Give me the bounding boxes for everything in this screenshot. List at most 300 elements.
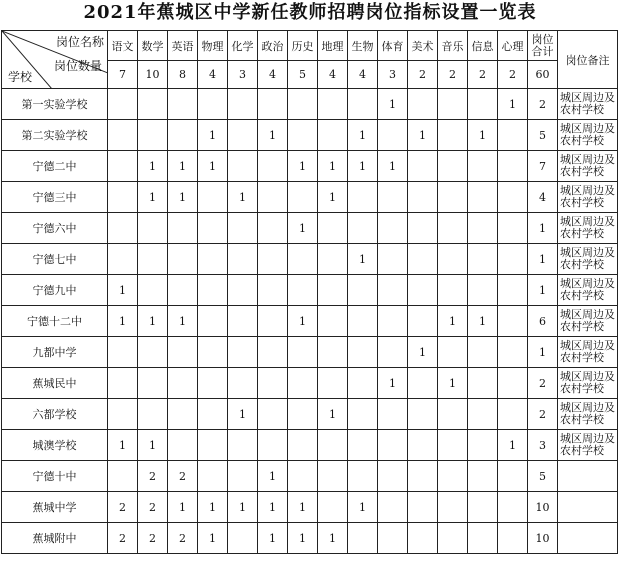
position-count-cell <box>468 523 498 554</box>
position-count-cell <box>198 337 228 368</box>
position-count-cell: 2 <box>138 492 168 523</box>
position-count-cell: 1 <box>168 182 198 213</box>
position-count-cell <box>318 492 348 523</box>
position-count-cell <box>348 399 378 430</box>
position-count-cell <box>468 461 498 492</box>
position-count-cell <box>408 89 438 120</box>
position-count-cell <box>138 89 168 120</box>
position-count-cell <box>168 89 198 120</box>
position-count-cell <box>468 151 498 182</box>
position-count-cell: 1 <box>318 523 348 554</box>
position-count-cell <box>318 213 348 244</box>
position-count-cell <box>288 120 318 151</box>
subject-count: 4 <box>198 61 228 89</box>
position-count-cell <box>108 213 138 244</box>
corner-label-school: 学校 <box>8 70 33 84</box>
position-count-cell: 1 <box>138 306 168 337</box>
position-count-cell <box>198 213 228 244</box>
position-count-cell <box>288 430 318 461</box>
position-count-cell <box>258 430 288 461</box>
subject-count: 8 <box>168 61 198 89</box>
position-count-cell <box>228 337 258 368</box>
school-name: 蕉城附中 <box>2 523 108 554</box>
position-count-cell <box>468 368 498 399</box>
row-remark: 城区周边及农村学校 <box>558 275 618 306</box>
position-count-cell <box>498 492 528 523</box>
row-total: 3 <box>528 430 558 461</box>
position-count-cell <box>348 368 378 399</box>
position-count-cell <box>198 182 228 213</box>
page-title: 2021年蕉城区中学新任教师招聘岗位指标设置一览表 <box>83 2 537 23</box>
subject-count: 3 <box>228 61 258 89</box>
position-count-cell <box>168 368 198 399</box>
position-count-cell: 1 <box>258 120 288 151</box>
position-count-cell <box>468 399 498 430</box>
position-count-cell: 1 <box>468 306 498 337</box>
position-count-cell <box>378 461 408 492</box>
subject-count: 4 <box>318 61 348 89</box>
school-name: 宁德十二中 <box>2 306 108 337</box>
position-count-cell: 1 <box>318 399 348 430</box>
position-count-cell <box>438 89 468 120</box>
school-name: 宁德七中 <box>2 244 108 275</box>
position-count-cell <box>228 151 258 182</box>
position-count-cell: 1 <box>468 120 498 151</box>
position-count-cell: 1 <box>168 151 198 182</box>
position-count-cell <box>168 430 198 461</box>
position-count-cell <box>318 120 348 151</box>
position-count-cell <box>348 89 378 120</box>
total-count: 60 <box>528 61 558 89</box>
position-count-cell <box>318 337 348 368</box>
subject-count: 7 <box>108 61 138 89</box>
position-count-cell: 1 <box>138 182 168 213</box>
position-count-cell <box>198 275 228 306</box>
table-row <box>2 182 618 213</box>
subject-header: 政治 <box>258 31 288 61</box>
position-count-cell <box>108 244 138 275</box>
position-count-cell <box>288 368 318 399</box>
position-count-cell: 1 <box>198 120 228 151</box>
position-count-cell <box>138 120 168 151</box>
header-corner-cell <box>2 31 108 89</box>
position-count-cell <box>258 306 288 337</box>
remark-header: 岗位备注 <box>558 31 618 89</box>
position-count-cell <box>288 89 318 120</box>
position-count-cell <box>438 213 468 244</box>
subject-count: 2 <box>498 61 528 89</box>
school-name: 宁德九中 <box>2 275 108 306</box>
row-total: 1 <box>528 337 558 368</box>
total-header: 岗位合计 <box>528 31 558 61</box>
position-count-cell <box>438 244 468 275</box>
position-count-cell: 1 <box>198 151 228 182</box>
position-count-cell <box>318 244 348 275</box>
row-total: 2 <box>528 89 558 120</box>
table-row <box>2 120 618 151</box>
row-remark <box>558 461 618 492</box>
table-row <box>2 368 618 399</box>
corner-label-position-count: 岗位数量 <box>53 59 102 73</box>
position-count-cell <box>408 461 438 492</box>
position-count-cell <box>318 461 348 492</box>
position-count-cell <box>498 275 528 306</box>
position-count-cell <box>438 461 468 492</box>
position-count-cell <box>108 461 138 492</box>
school-name: 第二实验学校 <box>2 120 108 151</box>
position-count-cell <box>198 461 228 492</box>
position-count-cell <box>438 151 468 182</box>
position-count-cell <box>378 492 408 523</box>
position-count-cell: 1 <box>108 306 138 337</box>
table-row <box>2 399 618 430</box>
table-row <box>2 151 618 182</box>
row-remark: 城区周边及农村学校 <box>558 368 618 399</box>
position-count-cell <box>438 430 468 461</box>
position-count-cell <box>498 244 528 275</box>
position-count-cell <box>318 368 348 399</box>
subject-header: 化学 <box>228 31 258 61</box>
position-count-cell <box>258 151 288 182</box>
school-name: 六都学校 <box>2 399 108 430</box>
position-count-cell <box>138 275 168 306</box>
table-row <box>2 492 618 523</box>
position-count-cell <box>408 151 438 182</box>
position-count-cell: 1 <box>138 151 168 182</box>
position-count-cell <box>468 275 498 306</box>
school-name: 宁德二中 <box>2 151 108 182</box>
position-count-cell <box>198 399 228 430</box>
subject-header: 物理 <box>198 31 228 61</box>
position-count-cell <box>258 275 288 306</box>
position-count-cell <box>348 337 378 368</box>
position-count-cell <box>318 89 348 120</box>
position-count-cell: 1 <box>318 182 348 213</box>
subject-count: 2 <box>408 61 438 89</box>
position-count-cell <box>108 182 138 213</box>
position-count-cell: 1 <box>498 430 528 461</box>
position-count-cell <box>498 523 528 554</box>
position-count-cell: 1 <box>198 523 228 554</box>
position-count-cell <box>348 213 378 244</box>
position-count-cell <box>168 275 198 306</box>
position-count-cell <box>228 430 258 461</box>
position-count-cell <box>348 523 378 554</box>
position-count-cell: 2 <box>108 492 138 523</box>
position-count-cell: 1 <box>168 492 198 523</box>
subject-count: 5 <box>288 61 318 89</box>
position-count-cell <box>438 492 468 523</box>
position-count-cell: 1 <box>348 492 378 523</box>
position-count-cell: 1 <box>408 120 438 151</box>
position-count-cell <box>498 182 528 213</box>
subject-header: 历史 <box>288 31 318 61</box>
position-count-cell <box>318 306 348 337</box>
position-count-cell: 2 <box>138 461 168 492</box>
position-count-cell <box>408 306 438 337</box>
subject-header: 地理 <box>318 31 348 61</box>
position-count-cell: 1 <box>378 151 408 182</box>
position-count-cell: 1 <box>378 89 408 120</box>
position-count-cell: 1 <box>318 151 348 182</box>
row-total: 10 <box>528 492 558 523</box>
subject-header: 心理 <box>498 31 528 61</box>
position-count-cell: 1 <box>198 492 228 523</box>
row-remark: 城区周边及农村学校 <box>558 337 618 368</box>
row-remark: 城区周边及农村学校 <box>558 120 618 151</box>
position-count-cell <box>168 337 198 368</box>
position-count-cell: 1 <box>438 368 468 399</box>
row-remark: 城区周边及农村学校 <box>558 89 618 120</box>
position-count-cell <box>168 244 198 275</box>
position-count-cell: 1 <box>498 89 528 120</box>
position-count-cell <box>438 275 468 306</box>
row-remark: 城区周边及农村学校 <box>558 151 618 182</box>
position-count-cell: 2 <box>168 461 198 492</box>
position-count-cell: 1 <box>408 337 438 368</box>
row-remark: 城区周边及农村学校 <box>558 213 618 244</box>
position-count-cell <box>288 244 318 275</box>
position-count-cell <box>108 151 138 182</box>
position-count-cell <box>438 337 468 368</box>
position-count-cell <box>198 89 228 120</box>
position-count-cell <box>138 213 168 244</box>
position-count-cell: 1 <box>348 244 378 275</box>
position-count-cell <box>408 368 438 399</box>
position-count-cell: 1 <box>438 306 468 337</box>
position-count-cell <box>498 461 528 492</box>
position-count-cell <box>468 492 498 523</box>
row-total: 6 <box>528 306 558 337</box>
position-count-cell: 1 <box>168 306 198 337</box>
subject-header: 体育 <box>378 31 408 61</box>
position-count-cell: 1 <box>348 151 378 182</box>
position-count-cell <box>378 306 408 337</box>
school-name: 宁德十中 <box>2 461 108 492</box>
table-row <box>2 213 618 244</box>
position-count-cell <box>168 399 198 430</box>
position-count-cell <box>288 337 318 368</box>
position-count-cell <box>228 523 258 554</box>
position-count-cell <box>498 399 528 430</box>
row-total: 2 <box>528 368 558 399</box>
row-total: 2 <box>528 399 558 430</box>
position-count-cell: 1 <box>258 461 288 492</box>
position-count-cell <box>378 244 408 275</box>
position-count-cell <box>168 120 198 151</box>
position-count-cell <box>378 430 408 461</box>
position-count-cell <box>228 120 258 151</box>
subject-header: 语文 <box>108 31 138 61</box>
position-count-cell <box>378 399 408 430</box>
position-count-cell <box>288 182 318 213</box>
position-count-cell <box>138 244 168 275</box>
school-name: 宁德六中 <box>2 213 108 244</box>
row-total: 7 <box>528 151 558 182</box>
position-count-cell: 1 <box>288 306 318 337</box>
position-count-cell <box>258 213 288 244</box>
position-count-cell <box>348 306 378 337</box>
row-remark: 城区周边及农村学校 <box>558 244 618 275</box>
position-count-cell <box>408 213 438 244</box>
position-count-cell <box>108 337 138 368</box>
position-count-cell <box>108 399 138 430</box>
position-count-cell <box>438 182 468 213</box>
table-row <box>2 244 618 275</box>
position-count-cell: 1 <box>288 213 318 244</box>
school-name: 第一实验学校 <box>2 89 108 120</box>
table-row <box>2 275 618 306</box>
row-remark: 城区周边及农村学校 <box>558 182 618 213</box>
position-count-cell: 1 <box>228 182 258 213</box>
position-count-cell: 2 <box>138 523 168 554</box>
position-count-cell <box>438 523 468 554</box>
table-row <box>2 306 618 337</box>
table-row <box>2 430 618 461</box>
position-count-cell: 1 <box>228 399 258 430</box>
position-count-cell: 1 <box>288 523 318 554</box>
row-remark: 城区周边及农村学校 <box>558 399 618 430</box>
subject-header: 信息 <box>468 31 498 61</box>
position-count-cell <box>138 399 168 430</box>
row-remark: 城区周边及农村学校 <box>558 430 618 461</box>
school-name: 蕉城民中 <box>2 368 108 399</box>
position-count-cell <box>258 244 288 275</box>
position-count-cell <box>108 368 138 399</box>
subject-count: 4 <box>348 61 378 89</box>
position-count-cell <box>498 368 528 399</box>
position-count-cell <box>168 213 198 244</box>
position-count-cell <box>468 244 498 275</box>
school-name: 蕉城中学 <box>2 492 108 523</box>
position-count-cell <box>108 89 138 120</box>
position-count-cell <box>498 337 528 368</box>
table-row <box>2 461 618 492</box>
position-count-cell <box>438 399 468 430</box>
position-count-cell <box>198 244 228 275</box>
position-count-cell <box>228 306 258 337</box>
position-count-cell <box>228 89 258 120</box>
position-count-cell: 1 <box>108 430 138 461</box>
table-row <box>2 523 618 554</box>
subject-header: 音乐 <box>438 31 468 61</box>
position-count-cell <box>348 275 378 306</box>
position-count-cell <box>408 523 438 554</box>
position-count-cell <box>408 430 438 461</box>
position-count-cell <box>198 368 228 399</box>
position-count-cell: 1 <box>258 523 288 554</box>
position-count-cell <box>468 213 498 244</box>
position-count-cell <box>378 275 408 306</box>
position-count-cell <box>198 306 228 337</box>
header-row-subjects <box>2 31 618 61</box>
subject-header: 英语 <box>168 31 198 61</box>
position-count-cell <box>378 120 408 151</box>
subject-header: 生物 <box>348 31 378 61</box>
position-count-cell <box>198 430 228 461</box>
position-count-cell <box>288 461 318 492</box>
school-name: 九都中学 <box>2 337 108 368</box>
position-count-cell: 1 <box>288 151 318 182</box>
position-count-cell <box>258 89 288 120</box>
position-count-cell <box>408 182 438 213</box>
position-count-cell <box>438 120 468 151</box>
subject-count: 2 <box>438 61 468 89</box>
subject-count: 2 <box>468 61 498 89</box>
position-count-cell <box>228 275 258 306</box>
corner-label-position-name: 岗位名称 <box>55 35 104 49</box>
position-count-cell <box>258 368 288 399</box>
position-count-cell <box>468 337 498 368</box>
position-count-cell <box>408 244 438 275</box>
subject-header: 数学 <box>138 31 168 61</box>
row-total: 1 <box>528 213 558 244</box>
position-count-cell <box>498 120 528 151</box>
position-count-cell: 1 <box>108 275 138 306</box>
position-count-cell <box>468 89 498 120</box>
position-count-cell: 1 <box>378 368 408 399</box>
position-count-cell <box>378 523 408 554</box>
position-count-cell <box>468 430 498 461</box>
position-count-cell <box>468 182 498 213</box>
position-count-cell <box>228 461 258 492</box>
position-count-cell <box>258 182 288 213</box>
position-count-cell <box>408 275 438 306</box>
position-count-cell: 1 <box>138 430 168 461</box>
position-count-cell <box>498 213 528 244</box>
position-count-cell <box>348 461 378 492</box>
subject-count: 4 <box>258 61 288 89</box>
position-count-cell <box>378 213 408 244</box>
row-remark <box>558 492 618 523</box>
row-total: 4 <box>528 182 558 213</box>
position-count-cell <box>498 306 528 337</box>
position-count-cell <box>138 337 168 368</box>
subject-count: 10 <box>138 61 168 89</box>
position-count-cell <box>228 213 258 244</box>
row-total: 1 <box>528 244 558 275</box>
row-total: 5 <box>528 461 558 492</box>
table-row <box>2 89 618 120</box>
row-total: 10 <box>528 523 558 554</box>
position-count-cell: 1 <box>228 492 258 523</box>
row-total: 1 <box>528 275 558 306</box>
position-count-cell <box>288 399 318 430</box>
school-name: 宁德三中 <box>2 182 108 213</box>
position-count-cell <box>138 368 168 399</box>
position-count-cell <box>348 182 378 213</box>
position-count-cell <box>378 182 408 213</box>
position-count-cell: 1 <box>288 492 318 523</box>
school-name: 城澳学校 <box>2 430 108 461</box>
position-count-cell <box>228 244 258 275</box>
positions-table <box>1 30 618 554</box>
position-count-cell <box>258 399 288 430</box>
position-count-cell: 1 <box>258 492 288 523</box>
position-count-cell <box>318 430 348 461</box>
table-row <box>2 337 618 368</box>
row-total: 5 <box>528 120 558 151</box>
position-count-cell <box>258 337 288 368</box>
row-remark <box>558 523 618 554</box>
position-count-cell <box>408 492 438 523</box>
subject-header: 美术 <box>408 31 438 61</box>
position-count-cell <box>348 430 378 461</box>
position-count-cell <box>318 275 348 306</box>
position-count-cell <box>378 337 408 368</box>
position-count-cell <box>408 399 438 430</box>
row-remark: 城区周边及农村学校 <box>558 306 618 337</box>
